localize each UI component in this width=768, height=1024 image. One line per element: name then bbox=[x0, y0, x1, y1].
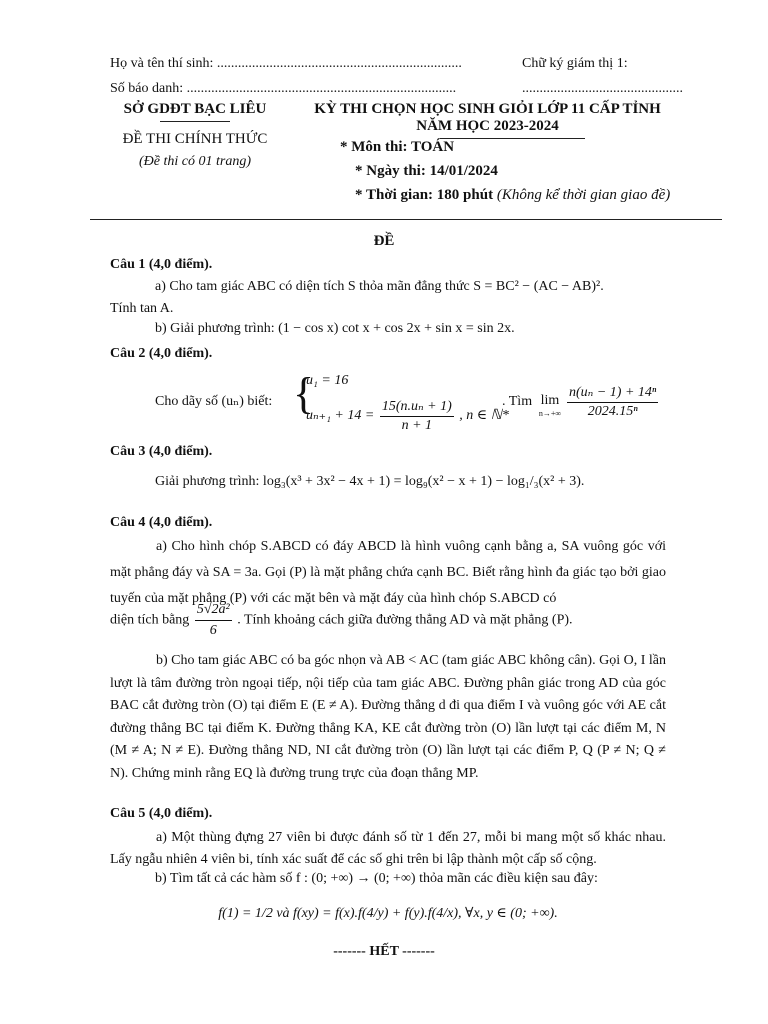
q2-fraction bbox=[380, 398, 454, 434]
q2-limit-fraction bbox=[565, 384, 660, 420]
q4-area-lead: diện tích bằng bbox=[110, 612, 190, 628]
department-underline bbox=[160, 121, 230, 122]
pages-note: (Đề thi có 01 trang) bbox=[139, 154, 251, 169]
system-brace: { bbox=[293, 369, 315, 418]
time-note: (Không kể thời gian giao đề) bbox=[496, 187, 671, 203]
q2-line1: u₁ = 16 bbox=[306, 373, 349, 388]
q4-area-tail: . Tính khoảng cách giữa đường thẳng AD và mặt phẳng (P). bbox=[237, 612, 573, 628]
q5-part-b: b) Tìm tất cả các hàm số f : (0; +∞) → (0; +∞) thỏa mãn các điều kiện sau đây: bbox=[155, 871, 598, 886]
section-title: ĐỀ bbox=[373, 233, 395, 249]
q1-part-a: a) Cho tam giác ABC có diện tích S thỏa mãn đẳng thức S = BC² − (AC − AB)². bbox=[155, 279, 604, 294]
q1-title: Câu 1 (4,0 điểm). bbox=[110, 257, 213, 272]
q1-part-a-cont: Tính tan A. bbox=[110, 301, 174, 316]
header-divider bbox=[90, 219, 722, 220]
q5-part-a: a) Một thùng đựng 27 viên bi được đánh số từ 1 đến 27, mỗi bi mang một số khác nhau. Lấy ngẫu nhiên 4 viên bi, tính xác suất để các số ghi trên bi lập thành một cấp số cộng. bbox=[110, 830, 666, 867]
school-year: NĂM HỌC 2023-2024 bbox=[416, 118, 559, 134]
q2-lim-label: lim bbox=[540, 393, 560, 408]
q4-area-fraction bbox=[195, 600, 232, 641]
supervisor-signature-label: Chữ ký giám thị 1: bbox=[522, 56, 628, 71]
exam-title: KỲ THI CHỌN HỌC SINH GIỎI LỚP 11 CẤP TỈNH bbox=[314, 101, 661, 117]
q5-equation: f(1) = 1/2 và f(xy) = f(x).f(4/y) + f(y).f(4/x), ∀x, y ∈ (0; +∞). bbox=[218, 906, 558, 921]
q4-part-a-cont bbox=[110, 600, 573, 641]
department-name: SỞ GDĐT BẠC LIÊU bbox=[123, 101, 267, 117]
q2-title: Câu 2 (4,0 điểm). bbox=[110, 346, 213, 361]
q2-fraction-den: n + 1 bbox=[401, 417, 433, 433]
q4-area-num: 5√2a² bbox=[195, 600, 232, 621]
title-underline bbox=[440, 138, 585, 139]
time-line bbox=[355, 186, 670, 205]
supervisor-signature-line: .............................................. bbox=[522, 81, 683, 96]
q2-limit-num: n(uₙ − 1) + 14ⁿ bbox=[567, 384, 658, 403]
q2-line2-left: uₙ₊₁ + 14 = bbox=[306, 408, 375, 424]
q2-line2 bbox=[306, 398, 509, 434]
q4-area-den: 6 bbox=[209, 623, 217, 638]
q2-limit-frac-block bbox=[567, 384, 658, 420]
q2-lim-sub: n→+∞ bbox=[538, 408, 562, 418]
q4-part-b: b) Cho tam giác ABC có ba góc nhọn và AB < AC (tam giác ABC không cân). Gọi O, I lần lượt là tâm đường tròn ngoại tiếp, nội tiếp của tam giác ABC. Đường phân giác trong AD của góc BAC cắt đường tròn (O) tại điểm E (E ≠ A). Đường thẳng d đi qua điểm I và vuông góc với AE cắt đường thẳng BC tại điểm K. Đường thẳng KA, KE cắt đường tròn (O) lần lượt tại các điểm M, N (M ≠ A; N ≠ E). Đường thẳng ND, NI cắt đường tròn (O) lần lượt tại các điểm P, Q (P ≠ N; Q ≠ N). Chứng minh rằng EQ là đường trung trực của đoạn thẳng MP. bbox=[110, 653, 666, 781]
q5-title: Câu 5 (4,0 điểm). bbox=[110, 806, 213, 821]
official-label: ĐỀ THI CHÍNH THỨC bbox=[122, 131, 268, 147]
q3-title: Câu 3 (4,0 điểm). bbox=[110, 444, 213, 459]
q2-line2-right: , n ∈ ℕ* bbox=[459, 408, 509, 424]
end-marker: ------- HẾT ------- bbox=[333, 944, 435, 959]
q4-part-a: a) Cho hình chóp S.ABCD có đáy ABCD là hình vuông cạnh bằng a, SA vuông góc với mặt phẳng đáy và SA = 3a. Gọi (P) là mặt phẳng chứa cạnh BC. Biết rằng hình đa giác tạo bởi giao tuyến của mặt phẳng (P) với các mặt bên và mặt đáy của hình chóp S.ABCD có bbox=[110, 539, 666, 606]
q4-title: Câu 4 (4,0 điểm). bbox=[110, 515, 213, 530]
candidate-name-field: Họ và tên thí sinh: ...................................................................... bbox=[110, 56, 462, 71]
q2-limit bbox=[538, 392, 562, 418]
q3-equation: Giải phương trình: log₃(x³ + 3x² − 4x + 1) = log₉(x² − x + 1) − log₁/₃(x² + 3). bbox=[155, 474, 585, 489]
q2-fraction-num: 15(n.uₙ + 1) bbox=[380, 398, 454, 417]
time-bold: * Thời gian: 180 phút bbox=[355, 187, 494, 203]
q2-limit-den: 2024.15ⁿ bbox=[587, 403, 638, 419]
subject-line: * Môn thi: TOÁN bbox=[340, 139, 455, 155]
candidate-number-field: Số báo danh: ............................................................................. bbox=[110, 81, 457, 96]
q2-find: . Tìm bbox=[502, 394, 533, 409]
q1-part-b: b) Giải phương trình: (1 − cos x) cot x + cos 2x + sin x = sin 2x. bbox=[155, 321, 515, 336]
q2-lead: Cho dãy số (uₙ) biết: bbox=[155, 394, 273, 409]
date-line: * Ngày thi: 14/01/2024 bbox=[355, 163, 498, 179]
